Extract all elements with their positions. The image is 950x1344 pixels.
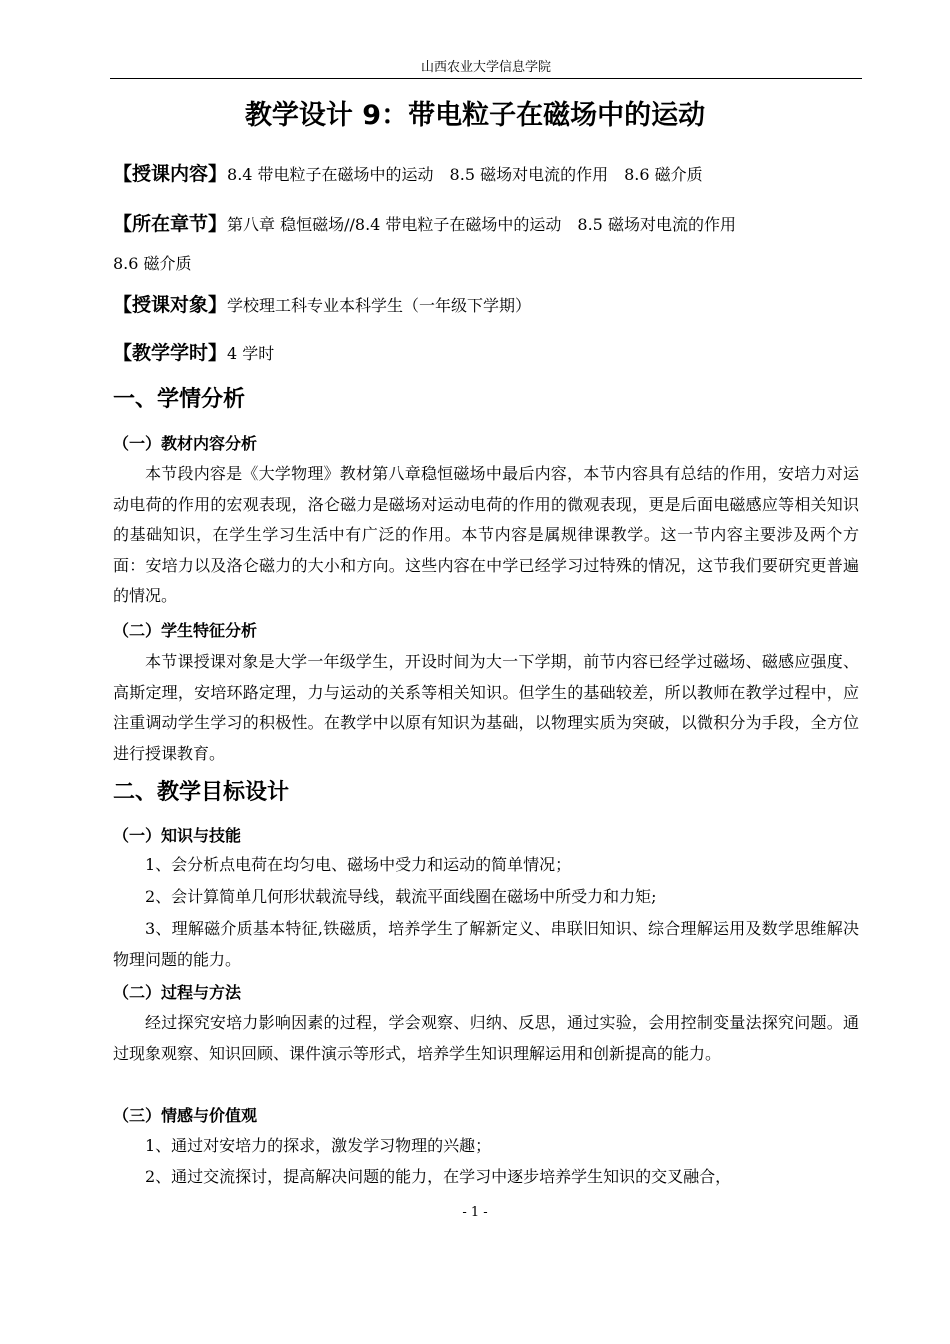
meta-chapter-continuation: 8.6 磁介质	[113, 254, 192, 273]
meta-content-key: 【授课内容】	[113, 163, 228, 185]
page-number: - 1 -	[462, 1205, 488, 1220]
attitude-item-2: 2、通过交流探讨，提高解决问题的能力，在学习中逐步培养学生知识的交叉融合，	[145, 1167, 732, 1186]
meta-hours-value: 4 学时	[227, 344, 275, 363]
meta-content-row	[113, 151, 873, 198]
section1-heading: 一、学情分析	[113, 387, 246, 412]
section2-heading: 二、教学目标设计	[113, 780, 290, 805]
meta-audience-row	[113, 282, 873, 329]
section1-sub2-paragraph: 本节课授课对象是大学一年级学生，开设时间为大一下学期，前节内容已经学过磁场、磁感应强度、高斯定理，安培环路定理，力与运动的关系等相关知识。但学生的基础较差，所以教师在教学过程中，应注重调动学生学习的积极性。在教学中以原有知识为基础，以物理实质为突破，以微积分为手段，全方位进行授课教育。	[113, 652, 859, 763]
knowledge-item-1: 1、会分析点电荷在均匀电、磁场中受力和运动的简单情况；	[145, 855, 572, 874]
attitude-item-1: 1、通过对安培力的探求，激发学习物理的兴趣；	[145, 1136, 492, 1155]
section1-sub2-heading: （二）学生特征分析	[113, 621, 258, 640]
meta-hours-row	[113, 330, 873, 377]
section2-sub3-heading: （三）情感与价值观	[113, 1106, 258, 1125]
meta-chapter-value: 第八章 稳恒磁场//8.4 带电粒子在磁场中的运动 8.5 磁场对电流的作用	[227, 215, 736, 234]
meta-hours-key: 【教学学时】	[113, 342, 228, 364]
meta-content-value: 8.4 带电粒子在磁场中的运动 8.5 磁场对电流的作用 8.6 磁介质	[227, 165, 703, 184]
meta-audience-key: 【授课对象】	[113, 294, 228, 316]
section1-sub1-heading: （一）教材内容分析	[113, 434, 258, 453]
knowledge-item-2: 2、会计算简单几何形状载流导线，载流平面线圈在磁场中所受力和力矩;	[145, 887, 657, 906]
document-title: 教学设计 9：带电粒子在磁场中的运动	[244, 100, 706, 131]
meta-chapter-row	[113, 201, 873, 248]
meta-chapter-key: 【所在章节】	[113, 213, 228, 235]
section2-sub1-heading: （一）知识与技能	[113, 826, 242, 845]
section2-sub2-heading: （二）过程与方法	[113, 983, 242, 1002]
section2-sub2-paragraph: 经过探究安培力影响因素的过程，学会观察、归纳、反思，通过实验，会用控制变量法探究问题。通过现象观察、知识回顾、课件演示等形式，培养学生知识理解运用和创新提高的能力。	[113, 1013, 859, 1063]
knowledge-item-3: 3、理解磁介质基本特征,铁磁质，培养学生了解新定义、串联旧知识、综合理解运用及数学思维解决物理问题的能力。	[113, 919, 859, 969]
meta-audience-value: 学校理工科专业本科学生（一年级下学期）	[227, 296, 532, 315]
page-header: 山西农业大学信息学院	[110, 58, 862, 79]
section1-sub1-paragraph: 本节段内容是《大学物理》教材第八章稳恒磁场中最后内容，本节内容具有总结的作用，安培力对运动电荷的作用的宏观表现，洛仑磁力是磁场对运动电荷的作用的微观表现，更是后面电磁感应等相关知识的基础知识，在学生学习生活中有广泛的作用。本节内容是属规律课教学。这一节内容主要涉及两个方面：安培力以及洛仑磁力的大小和方向。这些内容在中学已经学习过特殊的情况，这节我们要研究更普遍的情况。	[113, 464, 859, 605]
